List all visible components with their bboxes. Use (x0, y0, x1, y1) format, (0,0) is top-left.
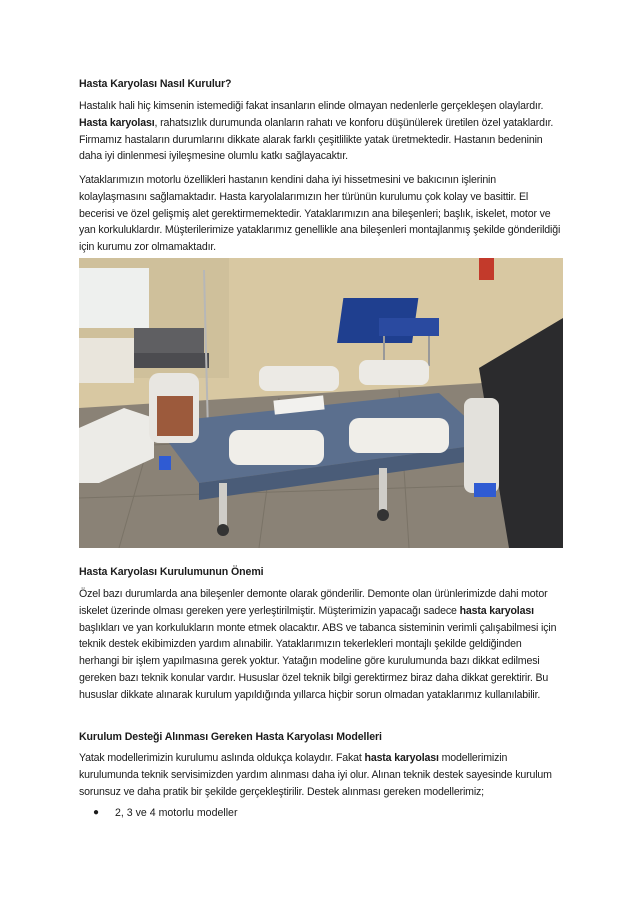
section-1-paragraph-1 (79, 98, 563, 165)
list-item: ● 2, 3 ve 4 motorlu modeller (79, 805, 563, 822)
model-list (79, 805, 563, 822)
section-2 (79, 565, 563, 579)
paragraph: Hastalık hali hiç kimsenin istemediği fakat insanların elinde olmayan nedenlerle gerçekleşen olaylardır. Hasta karyolası, rahatsızlık durumunda olanların rahatı ve konforu düşünülerek üretilen özel yataklardır. Firmamız hastaların durumlarını dikkate alarak farklı çeşitlilikte yatak üretmektedir. Hastanın bedeninin daha iyi dinlenmesi iyileşmesine olumlu katkı sağlayacaktır. (79, 100, 554, 163)
section-3-paragraph-1 (79, 750, 563, 800)
bullet-icon: ● (93, 807, 100, 818)
section-1 (79, 77, 563, 91)
section-3-list (79, 805, 563, 822)
heading-how-to-install: Hasta Karyolası Nasıl Kurulur? (79, 78, 232, 90)
hospital-bed-photo-icon (79, 258, 563, 548)
hospital-bed-photo (79, 258, 563, 548)
heading-importance: Hasta Karyolası Kurulumunun Önemi (79, 566, 264, 578)
heading-support-models: Kurulum Desteği Alınması Gereken Hasta Karyolası Modelleri (79, 731, 382, 743)
paragraph: Yataklarımızın motorlu özellikleri hastanın kendini daha iyi hissetmesini ve bakıcının işlerinin kolaylaşmasını sağlamaktadır. Hasta karyolalarımızın her türünün kurulumu çok kolay ve basittir. El becerisi ve özel gelişmiş alet gerektirmemektedir. Yataklarımızın ana bileşenleri; başlık, iskelet, motor ve yan korkuluklardır. Müşterilerimize yataklarımız genellikle ana bileşenleri montajlanmış şekilde gönderildiği için kurumu zor olmamaktadır. (79, 174, 561, 254)
section-2-paragraph-1 (79, 586, 563, 704)
paragraph: Özel bazı durumlarda ana bileşenler demonte olarak gönderilir. Demonte olan ürünlerimizde dahi motor iskelet üzerinde olması gereken yere yerleştirilmiştir. Müşterimizin yapacağı sadece hasta karyolası başlıkları ve yan korkulukların monte etmek olacaktır. ABS ve tabanca sisteminin verimli çalışabilmesi için teknik destek ekibimizden yardım alınabilir. Yataklarımızın tekerlekleri montajlı şekilde geldiğinden herhangi bir işlem yapılmasına gerek yoktur. Yatağın modeline göre kurulumunda bazı dikkat edilmesi gereken bazı teknik konular vardır. Hususlar özel teknik bilgi gerektirmez biraz daha dikkat gerektirir. Bu hususlar dikkate alınarak kurulum yapıldığında yıllarca hiçbir sorun olmadan yataklarımız kullanılabilir. (79, 588, 557, 701)
section-1-paragraph-2 (79, 172, 563, 256)
paragraph: Yatak modellerimizin kurulumu aslında oldukça kolaydır. Fakat hasta karyolası modellerimizin kurulumunda teknik servisimizden yardım alınması daha iyi olur. Alınan teknik destek sayesinde kurulum sorunsuz ve daha pratik bir şekilde gerçekleştirilir. Destek alınması gereken modellerimiz; (79, 752, 552, 798)
bold-keyword: hasta karyolası (459, 604, 534, 617)
bold-keyword: hasta karyolası (364, 752, 439, 764)
bold-keyword: Hasta karyolası (79, 116, 155, 129)
section-3 (79, 730, 563, 744)
